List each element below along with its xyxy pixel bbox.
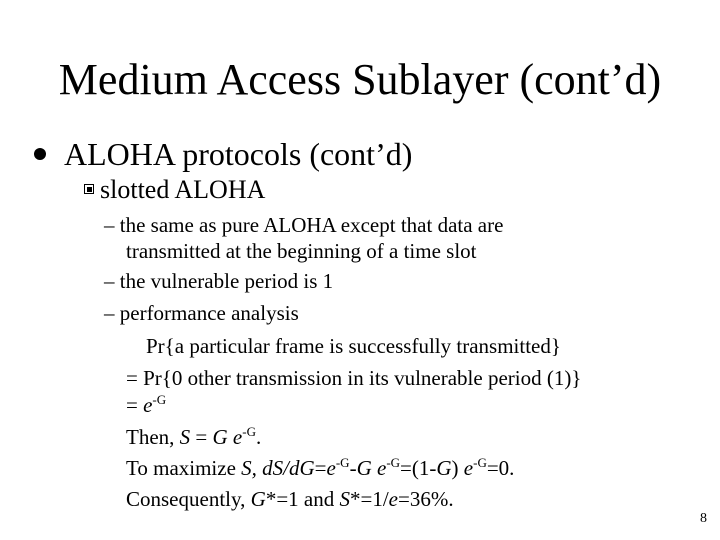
max-eq: =: [314, 456, 327, 480]
max-e3: e: [463, 456, 474, 480]
line-maximize: [126, 455, 514, 481]
max-dsdg: dS/dG: [262, 456, 315, 480]
then-text: Then,: [126, 425, 180, 449]
max-zero: =0.: [486, 456, 515, 480]
eq2-exponent: -G: [152, 392, 167, 407]
page-number: 8: [700, 511, 707, 526]
then-g: G: [212, 425, 228, 449]
max-exp1: -G: [335, 455, 350, 470]
line-vulnerable-period: – the vulnerable period is 1: [104, 269, 334, 293]
cons-s: S: [339, 487, 350, 511]
then-s: S: [179, 425, 191, 449]
max-g1: G: [356, 456, 372, 480]
cons-percent: =36%.: [398, 487, 454, 511]
cons-g: G: [250, 487, 266, 511]
line-equation-1: = Pr{0 other transmission in its vulnerable period (1)}: [126, 366, 582, 390]
bullet-level1-text: ALOHA protocols (cont’d): [64, 136, 413, 172]
line-equation-2: [126, 392, 166, 418]
line-consequently: [126, 486, 454, 512]
then-exponent: -G: [242, 424, 256, 439]
round-bullet-icon: [34, 148, 46, 160]
line-then: [126, 424, 261, 450]
cons-and: *=1 and: [265, 487, 340, 511]
max-e1: e: [326, 456, 336, 480]
line-transmitted: transmitted at the beginning of a time slot: [126, 239, 477, 263]
max-s: S,: [241, 456, 257, 480]
cons-e: e: [388, 487, 398, 511]
cons-text: Consequently,: [126, 487, 251, 511]
cons-eq: *=1/: [349, 487, 389, 511]
max-text: To maximize: [126, 456, 242, 480]
then-e: e: [232, 425, 243, 449]
max-eq2: =(1-: [400, 456, 437, 480]
line-same-as-pure: – the same as pure ALOHA except that data are: [104, 213, 504, 237]
square-bullet-icon: [84, 184, 94, 194]
then-eq: =: [190, 425, 213, 449]
bullet-level2-text: slotted ALOHA: [100, 175, 266, 204]
eq2-e: e: [143, 393, 153, 417]
max-exp2: -G: [386, 455, 401, 470]
max-g2: G: [436, 456, 452, 480]
line-performance-analysis: – performance analysis: [104, 301, 299, 325]
slide-title: Medium Access Sublayer (cont’d): [58, 55, 662, 104]
eq2-prefix: =: [126, 393, 144, 417]
line-probability: Pr{a particular frame is successfully transmitted}: [146, 334, 561, 358]
max-e2: e: [376, 456, 387, 480]
then-period: .: [255, 425, 262, 449]
max-paren: ): [451, 456, 464, 480]
max-minus: -: [349, 456, 357, 480]
max-exp3: -G: [473, 455, 487, 470]
